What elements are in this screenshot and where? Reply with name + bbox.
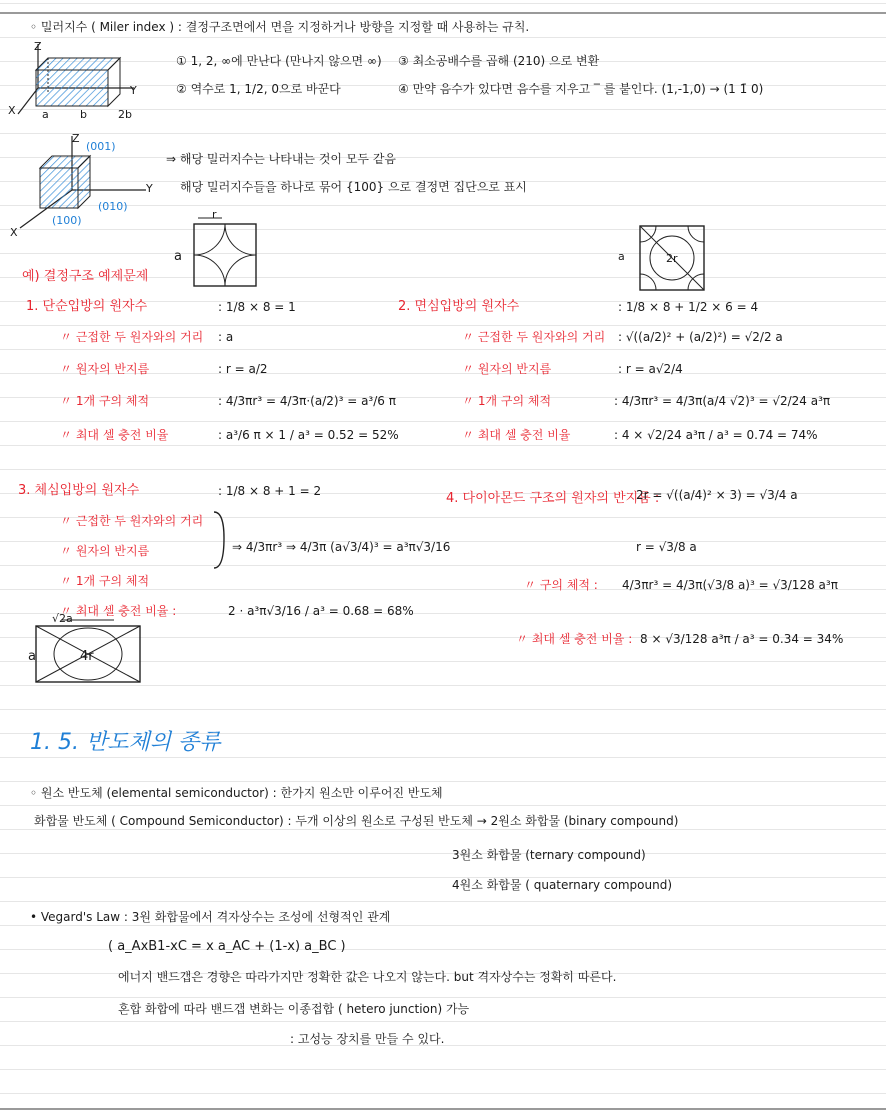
sc-row-packing: 〃 최대 셀 충전 비율	[60, 428, 169, 442]
vegards-law: • Vegard's Law : 3원 화합물에서 격자상수는 조성에 선형적인 관계	[30, 910, 391, 924]
fcc-volume-value: : 4/3πr³ = 4/3π(a/4 √2)³ = √2/24 a³π	[614, 394, 831, 408]
cube-label-100: (100)	[52, 214, 82, 227]
fcc-row-packing: 〃 최대 셀 충전 비율	[462, 428, 571, 442]
examples-heading: 예) 결정구조 예제문제	[22, 269, 149, 284]
box-label-2b: 2b	[118, 108, 132, 121]
sc-volume-value: : 4/3πr³ = 4/3π·(a/2)³ = a³/6 π	[218, 394, 396, 408]
box-label-z: Z	[34, 40, 42, 53]
top-rule	[0, 12, 886, 14]
sc-row-distance: 〃 근접한 두 원자와의 거리	[60, 330, 204, 344]
high-performance-note: : 고성능 장치를 만들 수 있다.	[290, 1032, 445, 1046]
fcc-row-radius: 〃 원자의 반지름	[462, 362, 552, 376]
bottom-rule	[0, 1108, 886, 1110]
diamond-row-volume: 〃 구의 체적 :	[524, 578, 598, 592]
bcc-row-packing: 〃 최대 셀 충전 비율 :	[60, 604, 177, 618]
sc-count: : 1/8 × 8 = 1	[218, 300, 296, 314]
miller-step-1: ① 1, 2, ∞에 만난다 (만나지 않으면 ∞)	[176, 54, 382, 68]
fcc-count: : 1/8 × 8 + 1/2 × 6 = 4	[618, 300, 759, 314]
sc-title: 1. 단순입방의 원자수	[26, 299, 148, 314]
bcc-fig-a: a	[28, 649, 36, 664]
miller-step-4: ④ 만약 음수가 있다면 음수를 지우고 ‾ 를 붙인다. (1,-1,0) → (1 1̄ 0)	[398, 82, 764, 96]
diamond-packing-value: 8 × √3/128 a³π / a³ = 0.34 = 34%	[640, 632, 844, 646]
miller-note-2: 해당 밀러지수들을 하나로 묶어 {100} 으로 결정면 집단으로 표시	[180, 180, 527, 194]
box-label-y: Y	[130, 84, 137, 97]
bcc-row-distance: 〃 근접한 두 원자와의 거리	[60, 514, 204, 528]
fcc-fig-2r: 2r	[666, 252, 678, 265]
box-label-x: X	[8, 104, 16, 117]
elemental-semiconductor: ◦ 원소 반도체 (elemental semiconductor) : 한가지 원소만 이루어진 반도체	[30, 786, 443, 800]
bcc-fig-4r: 4r	[80, 649, 94, 664]
quaternary-compound: 4원소 화합물 ( quaternary compound)	[452, 878, 673, 892]
sc-fig-r: r	[212, 208, 217, 221]
cube-label-y: Y	[146, 182, 153, 195]
diamond-r-value: r = √3/8 a	[636, 540, 697, 554]
box-label-b: b	[80, 108, 87, 121]
fcc-row-distance: 〃 근접한 두 원자와의 거리	[462, 330, 606, 344]
section-heading: 1. 5. 반도체의 종류	[30, 730, 221, 755]
miller-cube-diagram	[14, 132, 154, 232]
fcc-title: 2. 면심입방의 원자수	[398, 299, 520, 314]
sc-radius-value: : r = a/2	[218, 362, 268, 376]
ternary-compound: 3원소 화합물 (ternary compound)	[452, 848, 646, 862]
bcc-brace	[212, 510, 228, 570]
cube-label-x: X	[10, 226, 18, 239]
bcc-count: : 1/8 × 8 + 1 = 2	[218, 484, 322, 498]
bcc-volume-value: ⇒ 4/3πr³ ⇒ 4/3π (a√3/4)³ = a³π√3/16	[232, 540, 451, 554]
fcc-fig-a: a	[618, 250, 625, 263]
sc-row-volume: 〃 1개 구의 체적	[60, 394, 150, 408]
diamond-2r-value: 2r = √((a/4)² × 3) = √3/4 a	[636, 488, 798, 502]
fcc-row-volume: 〃 1개 구의 체적	[462, 394, 552, 408]
bcc-fig-root2a: √2a	[52, 612, 73, 625]
miller-note-1: ⇒ 해당 밀러지수는 나타내는 것이 모두 같음	[166, 152, 397, 166]
miller-step-2: ② 역수로 1, 1/2, 0으로 바꾼다	[176, 82, 341, 96]
cube-label-010: (010)	[98, 200, 128, 213]
bcc-row-volume: 〃 1개 구의 체적	[60, 574, 150, 588]
sc-unit-cell-figure	[168, 214, 268, 290]
fcc-packing-value: : 4 × √2/24 a³π / a³ = 0.74 = 74%	[614, 428, 818, 442]
heterojunction-note: 혼합 화합에 따라 밴드갭 변화는 이종접합 ( hetero junction) 가능	[118, 1002, 470, 1016]
bandgap-note: 에너지 밴드갭은 경향은 따라가지만 정확한 값은 나오지 않는다. but 격자상수는 정확히 따른다.	[118, 970, 617, 984]
vegard-formula: ( a_AxB1-xC = x a_AC + (1-x) a_BC )	[108, 939, 346, 954]
fcc-radius-value: : r = a√2/4	[618, 362, 683, 376]
sc-row-radius: 〃 원자의 반지름	[60, 362, 150, 376]
box-label-a: a	[42, 108, 49, 121]
sc-distance-value: : a	[218, 330, 234, 344]
diamond-volume-value: 4/3πr³ = 4/3π(√3/8 a)³ = √3/128 a³π	[622, 578, 838, 592]
miller-title: ◦ 밀러지수 ( Miler index ) : 결정구조면에서 면을 지정하거나 방향을 지정할 때 사용하는 규칙.	[30, 20, 530, 34]
diamond-row-packing: 〃 최대 셀 충전 비율 :	[516, 632, 633, 646]
miller-step-3: ③ 최소공배수를 곱해 (210) 으로 변환	[398, 54, 600, 68]
fcc-unit-cell-figure	[614, 220, 714, 296]
sc-packing-value: : a³/6 π × 1 / a³ = 0.52 = 52%	[218, 428, 399, 442]
fcc-distance-value: : √((a/2)² + (a/2)²) = √2/2 a	[618, 330, 783, 344]
bcc-title: 3. 체심입방의 원자수	[18, 483, 140, 498]
compound-semiconductor: 화합물 반도체 ( Compound Semiconductor) : 두개 이상의 원소로 구성된 반도체 → 2원소 화합물 (binary compound)	[34, 814, 679, 828]
cube-label-z: Z	[72, 132, 80, 145]
bcc-packing-value: 2 · a³π√3/16 / a³ = 0.68 = 68%	[228, 604, 414, 618]
sc-fig-a: a	[174, 249, 182, 264]
bcc-row-radius: 〃 원자의 반지름	[60, 544, 150, 558]
diamond-title: 4. 다이아몬드 구조의 원자의 반지름 :	[446, 491, 660, 506]
cube-label-001: (001)	[86, 140, 116, 153]
